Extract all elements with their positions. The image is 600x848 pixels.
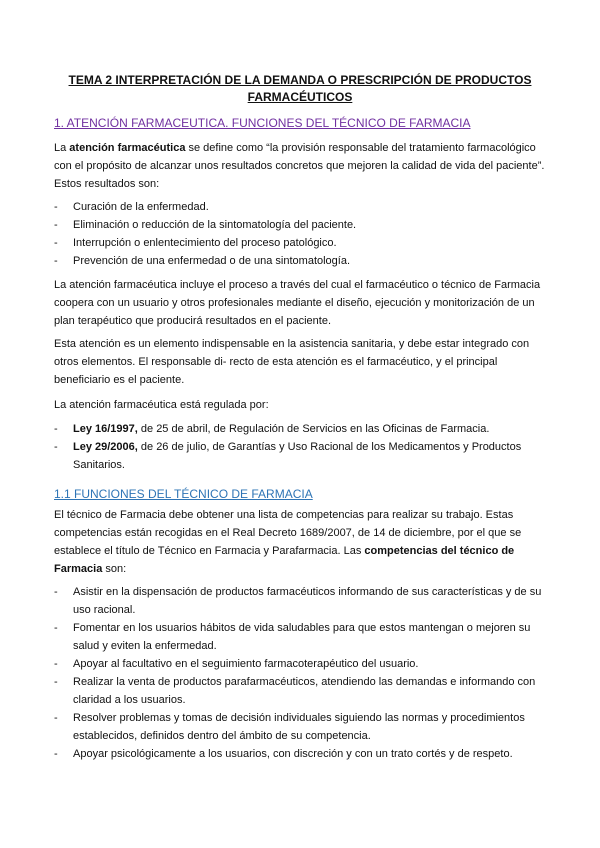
list-item: - Prevención de una enfermedad o de una sintomatología. bbox=[54, 255, 351, 267]
term-atencion-farmaceutica: atención farmacéutica bbox=[69, 142, 186, 154]
list-item: - Interrupción o enlentecimiento del proceso patológico. bbox=[54, 237, 337, 249]
list-item: - Ley 29/2006, de 26 de julio, de Garantías y Uso Racional de los Medicamentos y Productos Sanitarios. bbox=[54, 441, 522, 471]
list-item: - Apoyar al facultativo en el seguimiento farmacoterapéutico del usuario. bbox=[54, 658, 419, 670]
list-item: - Resolver problemas y tomas de decisión individuales siguiendo las normas y procedimientos establecidos, definidos dentro del ámbito de su competencia. bbox=[54, 712, 525, 742]
term-competencias: competencias del técnico de Farmacia bbox=[54, 545, 515, 575]
list-item: - Eliminación o reducción de la sintomatología del paciente. bbox=[54, 219, 357, 231]
regulation-intro: La atención farmacéutica está regulada por: bbox=[54, 399, 269, 411]
section-1-1-heading: 1.1 FUNCIONES DEL TÉCNICO DE FARMACIA bbox=[54, 487, 313, 501]
document-title: TEMA 2 INTERPRETACIÓN DE LA DEMANDA O PRESCRIPCIÓN DE PRODUCTOS FARMACÉUTICOS bbox=[68, 73, 532, 104]
list-item: - Ley 16/1997, de 25 de abril, de Regulación de Servicios en las Oficinas de Farmacia. bbox=[54, 423, 490, 435]
competencias-intro-paragraph: El técnico de Farmacia debe obtener una lista de competencias para realizar su trabajo. Estas competencias están recogidas en el Real Decreto 1689/2007, de 14 de diciembre, por el que se establece el título de Técnico en Farmacia y Parafarmacia. Las competencias del técnico de Farmacia son: bbox=[54, 509, 522, 575]
list-item: - Curación de la enfermedad. bbox=[54, 201, 209, 213]
section-1-heading: 1. ATENCIÓN FARMACEUTICA. FUNCIONES DEL TÉCNICO DE FARMACIA bbox=[54, 116, 471, 130]
list-item: - Asistir en la dispensación de productos farmacéuticos informando de sus características y de su uso racional. bbox=[54, 586, 542, 616]
list-item: - Realizar la venta de productos parafarmacéuticos, atendiendo las demandas e informando con claridad a los usuarios. bbox=[54, 676, 536, 706]
definition-paragraph: La atención farmacéutica se define como “la provisión responsable del tratamiento farmacológico con el propósito de alcanzar unos resultados concretos que mejoren la calidad de vida del paciente”. Estos resultados son: bbox=[54, 142, 545, 190]
list-item: - Fomentar en los usuarios hábitos de vida saludables para que estos mantengan o mejoren su salud y eviten la enfermedad. bbox=[54, 622, 531, 652]
laws-list bbox=[54, 420, 546, 474]
competencias-list bbox=[54, 583, 546, 763]
indispensable-paragraph: Esta atención es un elemento indispensable en la asistencia sanitaria, y debe estar integrado con otros elementos. El responsable di- recto de esta atención es el farmacéutico, y el principal beneficiario es el paciente. bbox=[54, 338, 530, 386]
results-list bbox=[54, 198, 546, 270]
list-item: - Apoyar psicológicamente a los usuarios, con discreción y con un trato cortés y de respeto. bbox=[54, 748, 513, 760]
process-paragraph: La atención farmacéutica incluye el proceso a través del cual el farmacéutico o técnico de Farmacia coopera con un usuario y otros profesionales mediante el diseño, ejecución y monitorización de un plan terapéutico que producirá resultados en el paciente. bbox=[54, 279, 541, 327]
